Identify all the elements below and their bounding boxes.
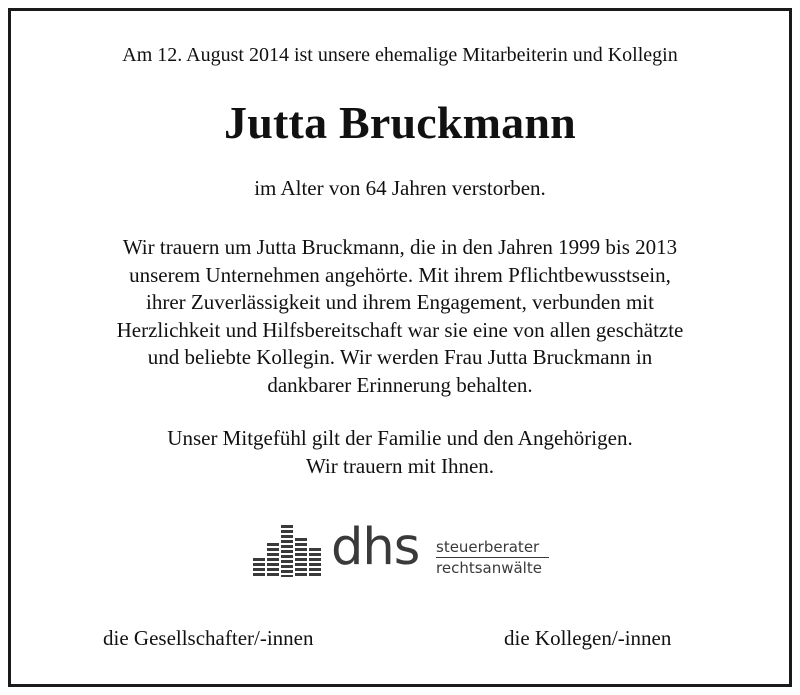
tribute-paragraph — [0, 234, 800, 399]
tribute-line: und beliebte Kollegin. Wir werden Frau Jutta Bruckmann in — [147, 345, 653, 369]
logo-tagline — [436, 538, 549, 577]
company-logo — [253, 518, 553, 580]
logo-tagline-line1: steuerberater — [436, 538, 540, 556]
intro-line: Am 12. August 2014 ist unsere ehemalige Mitarbeiterin und Kollegin — [122, 44, 678, 66]
sympathy-paragraph — [0, 425, 800, 480]
logo-divider — [436, 557, 549, 558]
age-line: im Alter von 64 Jahren verstorben. — [254, 176, 546, 200]
signature-right: die Kollegen/-innen — [504, 626, 672, 650]
tribute-line: Herzlichkeit und Hilfsbereitschaft war sie eine von allen geschätzte — [116, 317, 684, 342]
logo-wordmark: dhs — [331, 518, 420, 577]
logo-tagline-line2: rechtsanwälte — [436, 559, 542, 577]
tribute-line: dankbarer Erinnerung behalten. — [267, 372, 533, 397]
tribute-line: ihrer Zuverlässigkeit und ihrem Engagement, verbunden mit — [146, 290, 654, 314]
tribute-line: Wir trauern um Jutta Bruckmann, die in den Jahren 1999 bis 2013 — [122, 235, 678, 259]
bar-graph-icon — [253, 524, 325, 578]
sympathy-line: Wir trauern mit Ihnen. — [305, 453, 495, 478]
tribute-line: unserem Unternehmen angehörte. Mit ihrem Pflichtbewusstsein, — [129, 262, 671, 287]
deceased-name: Jutta Bruckmann — [224, 97, 576, 148]
signature-left: die Gesellschafter/-innen — [103, 626, 314, 650]
sympathy-line: Unser Mitgefühl gilt der Familie und den Angehörigen. — [167, 426, 633, 450]
